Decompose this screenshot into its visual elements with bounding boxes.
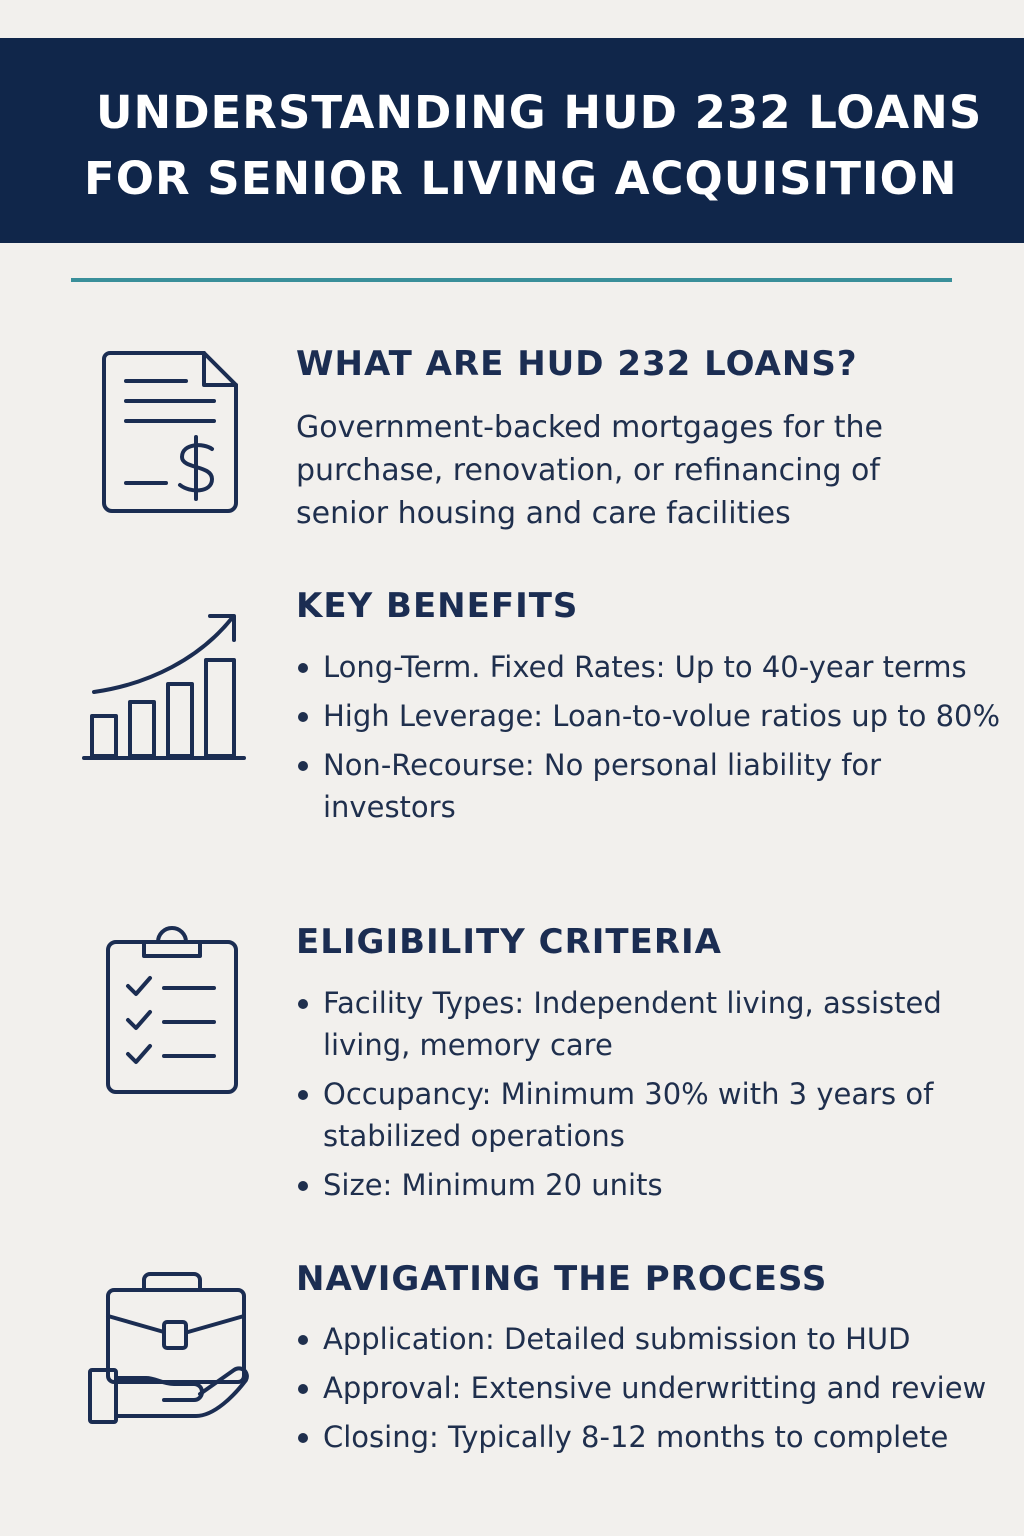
criteria-facility-types: Facility Types: Independent living, assisted living, memory care — [323, 986, 942, 1062]
accent-divider — [71, 278, 952, 282]
list-item — [296, 1416, 1016, 1458]
section-heading-eligibility: ELIGIBILITY CRITERIA — [296, 922, 722, 962]
growth-chart-icon — [80, 608, 250, 763]
document-dollar-icon — [96, 345, 246, 520]
benefit-long-term: Long-Term. Fixed Rates: Up to 40-year terms — [323, 650, 967, 684]
list-item — [296, 1367, 1016, 1409]
section-description-what-are-loans: Government-backed mortgages for the purchase, renovation, or refinancing of senior housing and care facilities — [296, 410, 883, 531]
bullet-dot — [298, 712, 308, 722]
list-item — [296, 1164, 976, 1206]
bullet-dot — [298, 1090, 308, 1100]
process-list — [296, 1318, 1016, 1465]
key-benefits-list — [296, 646, 1001, 835]
benefit-non-recourse: Non-Recourse: No personal liability for investors — [323, 748, 882, 824]
list-item — [296, 1073, 953, 1157]
eligibility-list — [296, 982, 976, 1213]
bullet-dot — [298, 1433, 308, 1443]
criteria-occupancy: Occupancy: Minimum 30% with 3 years of stabilized operations — [323, 1077, 934, 1153]
briefcase-hand-icon — [84, 1270, 254, 1430]
list-item — [296, 982, 976, 1066]
section-heading-process: NAVIGATING THE PROCESS — [296, 1259, 828, 1299]
bullet-dot — [298, 1384, 308, 1394]
page-title-line-2: FOR SENIOR LIVING ACQUISITION — [84, 152, 958, 205]
list-item — [296, 744, 883, 828]
process-closing: Closing: Typically 8-12 months to complete — [323, 1420, 949, 1454]
bullet-dot — [298, 663, 308, 673]
process-approval: Approval: Extensive underwritting and review — [323, 1371, 987, 1405]
section-heading-what-are-loans: WHAT ARE HUD 232 LOANS? — [296, 344, 858, 384]
bullet-dot — [298, 999, 308, 1009]
benefit-high-leverage: High Leverage: Loan-to-volue ratios up to 80% — [323, 699, 1001, 733]
clipboard-checklist-icon — [102, 924, 242, 1099]
title-banner — [0, 38, 1024, 243]
list-item — [296, 695, 1001, 737]
bullet-dot — [298, 761, 308, 771]
bullet-dot — [298, 1335, 308, 1345]
list-item — [296, 646, 1001, 688]
criteria-size: Size: Minimum 20 units — [323, 1168, 663, 1202]
page-title-line-1: UNDERSTANDING HUD 232 LOANS — [96, 86, 983, 139]
bullet-dot — [298, 1181, 308, 1191]
section-heading-key-benefits: KEY BENEFITS — [296, 586, 579, 626]
process-application: Application: Detailed submission to HUD — [323, 1322, 911, 1356]
list-item — [296, 1318, 1016, 1360]
